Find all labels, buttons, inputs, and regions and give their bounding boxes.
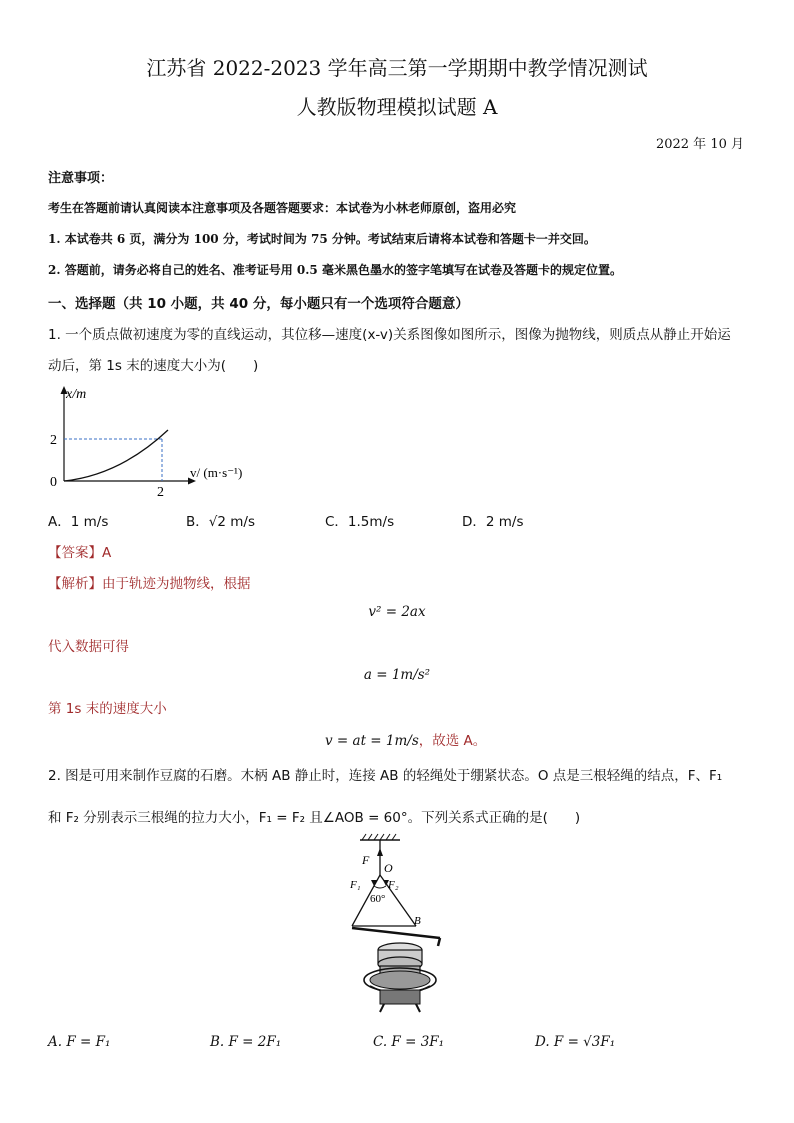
q2-option-c[interactable]: C. F = 3F₁ (373, 1034, 445, 1050)
label-f: F (362, 853, 370, 867)
origin-label: 0 (50, 475, 57, 490)
label-f1: F₁ (350, 879, 361, 891)
y-axis-label: x/m (66, 387, 87, 402)
x-tick-label: 2 (157, 485, 164, 500)
q1-speed-label: 第 1s 末的速度大小 (48, 701, 167, 717)
exam-title: 江苏省 2022-2023 学年高三第一学期期中教学情况测试 (146, 56, 648, 80)
q2-option-b[interactable]: B. F = 2F₁ (210, 1034, 282, 1050)
q1-answer: 【答案】A (48, 545, 112, 561)
q1-conclusion: ，故选 A。 (418, 733, 487, 749)
q1-option-d[interactable]: D．2 m/s (462, 514, 524, 530)
q1-option-b[interactable]: B．√2 m/s (186, 514, 255, 530)
exam-subtitle: 人教版物理模拟试题 A (296, 95, 498, 119)
y-tick-label: 2 (50, 433, 57, 448)
q1-text-line-2: 动后，第 1s 末的速度大小为( ) (48, 358, 259, 374)
q1-substitution-text: 代入数据可得 (48, 639, 129, 655)
notice-line-2: 1. 本试卷共 6 页，满分为 100 分，考试时间为 75 分钟。考试结束后请将本试卷和答题卡一并交回。 (48, 232, 596, 246)
label-f2: F₂ (388, 879, 399, 891)
label-o: O (384, 861, 393, 875)
notice-line-3: 2. 答题前，请务必将自己的姓名、准考证号用 0.5 毫米黑色墨水的签字笔填写在试卷及答题卡的规定位置。 (48, 263, 622, 277)
q1-option-a[interactable]: A．1 m/s (48, 514, 109, 530)
q2-stone-mill-figure (330, 830, 470, 1015)
notice-line-1: 考生在答题前请认真阅读本注意事项及各题答题要求：本试卷为小林老师原创，盗用必究 (48, 201, 517, 215)
q2-option-a[interactable]: A. F = F₁ (48, 1034, 111, 1050)
section-heading: 一、选择题（共 10 小题，共 40 分，每小题只有一个选项符合题意） (48, 296, 469, 312)
q1-equation-1: v² = 2ax (368, 604, 426, 620)
q1-equation-3-row (325, 729, 486, 749)
q2-text-line-2: 和 F₂ 分别表示三根绳的拉力大小，F₁ = F₂ 且∠AOB = 60°。下列关系式正确的是( ) (48, 810, 581, 826)
q1-xv-graph (40, 380, 243, 500)
q2-text-line-1: 2. 图是可用来制作豆腐的石磨。木柄 AB 静止时，连接 AB 的轻绳处于绷紧状态。O 点是三根轻绳的结点，F、F₁ (48, 768, 723, 784)
label-b: B (414, 915, 421, 927)
exam-date: 2022 年 10 月 (655, 137, 744, 152)
x-axis-label: v/ (m·s⁻¹) (190, 465, 243, 480)
notice-heading: 注意事项： (48, 171, 114, 186)
q1-equation-2: a = 1m/s² (363, 667, 431, 683)
q2-option-d[interactable]: D. F = √3F₁ (535, 1034, 616, 1050)
parabola-curve (64, 430, 168, 481)
q1-equation-3: v = at = 1m/s (325, 733, 419, 749)
q1-analysis-label: 【解析】由于轨迹为抛物线，根据 (48, 576, 251, 592)
q1-text-line-1: 1. 一个质点做初速度为零的直线运动，其位移—速度(x-v)关系图像如图所示，图像为抛物线，则质点从静止开始运 (48, 327, 731, 343)
q1-option-c[interactable]: C．1.5m/s (325, 514, 395, 530)
label-angle: 60° (370, 893, 386, 905)
